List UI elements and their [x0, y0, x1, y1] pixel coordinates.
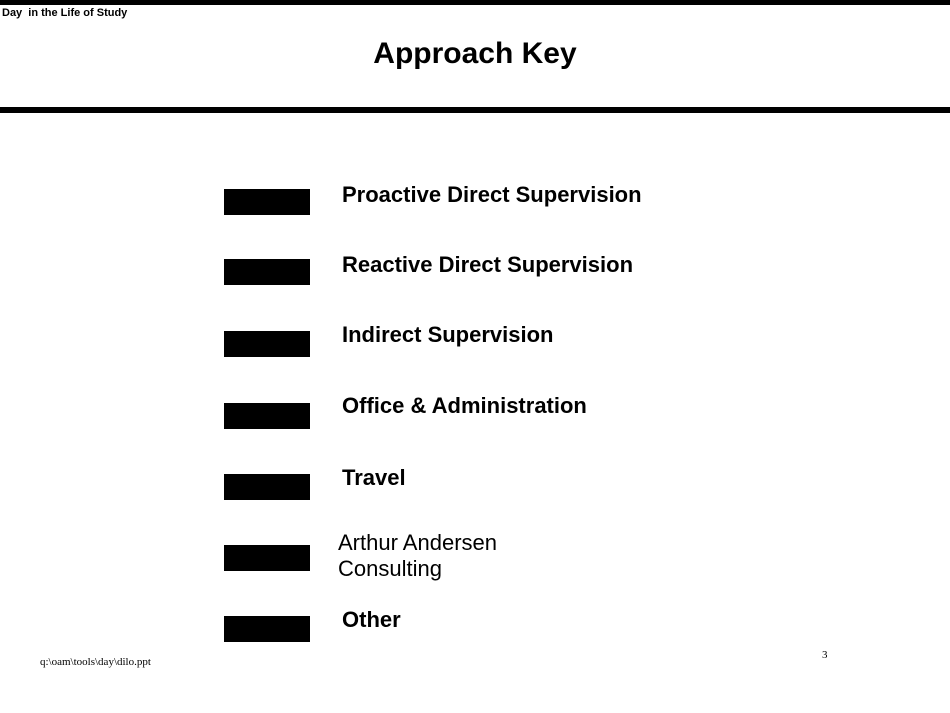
page-number: 3: [822, 649, 828, 661]
legend-swatch-indirect-supervision: [224, 331, 310, 357]
legend-label-line-1: Arthur Andersen: [338, 530, 497, 555]
legend-swatch-travel: [224, 474, 310, 500]
legend-swatch-office-administration: [224, 403, 310, 429]
footer-file-path: q:\oam\tools\day\dilo.ppt: [40, 656, 151, 668]
legend-swatch-reactive-direct-supervision: [224, 259, 310, 285]
legend-swatch-arthur-andersen-consulting: [224, 545, 310, 571]
legend-label-line-2: Consulting: [338, 556, 442, 581]
legend-swatch-other: [224, 616, 310, 642]
legend-label-proactive-direct-supervision: Proactive Direct Supervision: [342, 182, 642, 207]
title-rule: [0, 107, 950, 113]
legend-label-travel: Travel: [342, 465, 406, 490]
slide-title: Approach Key: [373, 37, 577, 70]
legend-swatch-proactive-direct-supervision: [224, 189, 310, 215]
legend-label-other: Other: [342, 607, 401, 632]
legend-label-arthur-andersen-consulting: [338, 530, 497, 582]
legend-label-reactive-direct-supervision: Reactive Direct Supervision: [342, 252, 634, 277]
legend-label-office-administration: Office & Administration: [342, 393, 587, 418]
header-label: Day in the Life of Study: [2, 7, 128, 19]
top-rule: [0, 0, 950, 5]
legend-label-indirect-supervision: Indirect Supervision: [342, 322, 554, 347]
